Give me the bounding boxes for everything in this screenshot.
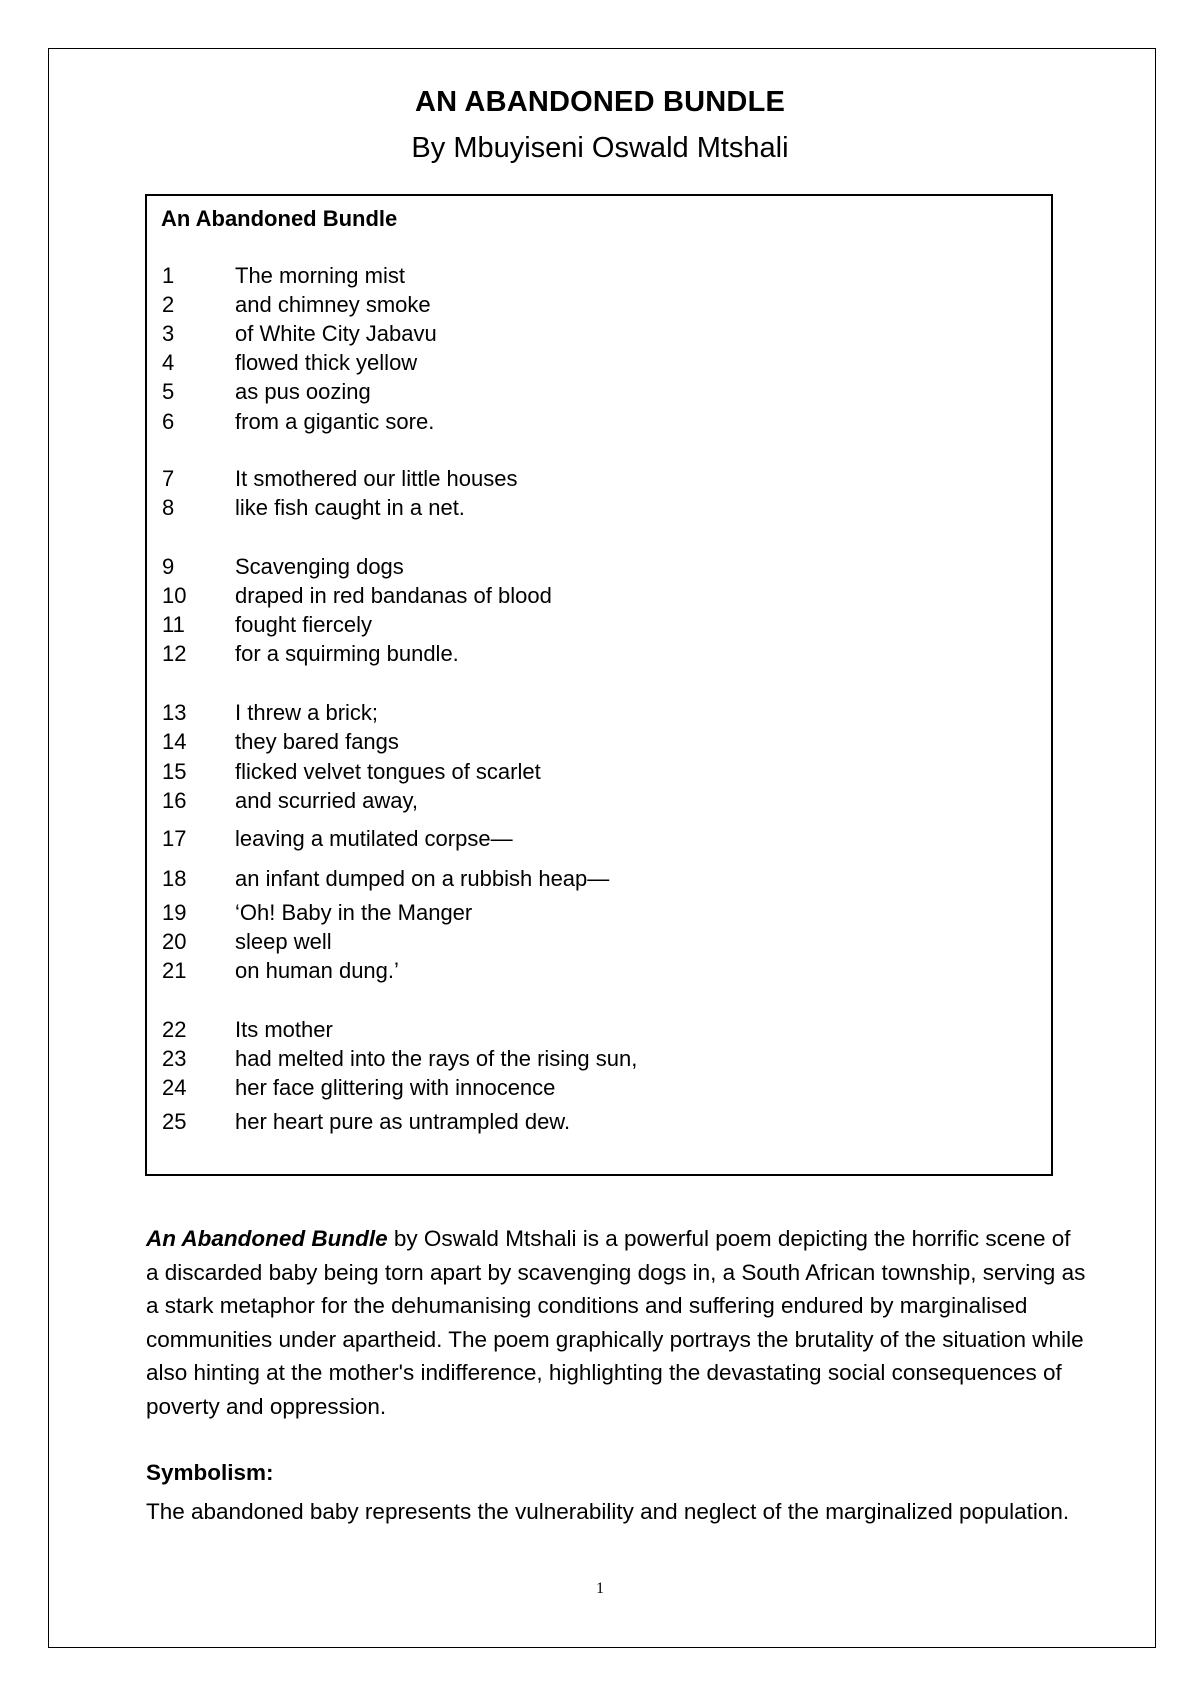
poem-line <box>147 758 1051 786</box>
line-text: ‘Oh! Baby in the Manger <box>235 900 473 925</box>
poem-summary <box>146 1222 1086 1423</box>
poem-line <box>147 1016 1051 1044</box>
line-number: 15 <box>162 759 187 784</box>
line-number: 4 <box>162 350 175 375</box>
summary-poem-title: An Abandoned Bundle <box>146 1226 388 1251</box>
poem-line <box>147 291 1051 319</box>
line-number: 10 <box>162 583 187 608</box>
symbolism-text: The abandoned baby represents the vulnerability and neglect of the marginalized population. <box>146 1499 1070 1524</box>
line-text: and scurried away, <box>235 788 419 813</box>
line-text: flicked velvet tongues of scarlet <box>235 759 541 784</box>
poem-line <box>147 825 1051 853</box>
line-number: 13 <box>162 700 187 725</box>
line-number: 18 <box>162 866 187 891</box>
poem-line <box>147 865 1051 893</box>
line-number: 12 <box>162 641 187 666</box>
poem-line <box>147 728 1051 756</box>
poem-line <box>147 957 1051 985</box>
line-number: 20 <box>162 929 187 954</box>
line-text: draped in red bandanas of blood <box>235 583 552 608</box>
line-text: had melted into the rays of the rising sun, <box>235 1046 638 1071</box>
line-text: Scavenging dogs <box>235 554 404 579</box>
poem-line <box>147 320 1051 348</box>
poem-line <box>147 787 1051 815</box>
line-text: flowed thick yellow <box>235 350 418 375</box>
page-number: 1 <box>596 1580 604 1597</box>
summary-text: by Oswald Mtshali is a powerful poem depicting the horrific scene of a discarded baby being torn apart by scavenging dogs in, a South African township, serving as a stark metaphor for the dehumanising conditions and suffering endured by marginalised communities under apartheid. The poem graphically portrays the brutality of the situation while also hinting at the mother's indifference, highlighting the devastating social consequences of poverty and oppression. <box>146 1226 1086 1419</box>
document-author: By Mbuyiseni Oswald Mtshali <box>411 132 789 164</box>
poem-box <box>145 194 1053 1176</box>
line-text: sleep well <box>235 929 332 954</box>
poem-line <box>147 465 1051 493</box>
line-number: 25 <box>162 1109 187 1134</box>
poem-line <box>147 262 1051 290</box>
line-text: on human dung.’ <box>235 958 399 983</box>
line-text: It smothered our little houses <box>235 466 518 491</box>
line-number: 23 <box>162 1046 187 1071</box>
line-number: 16 <box>162 788 187 813</box>
line-number: 21 <box>162 958 187 983</box>
line-number: 22 <box>162 1017 187 1042</box>
poem-line <box>147 1045 1051 1073</box>
symbolism-heading: Symbolism: <box>146 1460 274 1485</box>
line-number: 24 <box>162 1075 187 1100</box>
poem-line <box>147 899 1051 927</box>
line-text: leaving a mutilated corpse— <box>235 826 513 851</box>
line-text: I threw a brick; <box>235 700 379 725</box>
line-number: 9 <box>162 554 175 579</box>
line-number: 14 <box>162 729 187 754</box>
poem-line <box>147 640 1051 668</box>
poem-line <box>147 378 1051 406</box>
line-number: 19 <box>162 900 187 925</box>
line-text: an infant dumped on a rubbish heap— <box>235 866 610 891</box>
poem-line <box>147 408 1051 436</box>
line-text: her heart pure as untrampled dew. <box>235 1109 571 1134</box>
line-text: fought fiercely <box>235 612 372 637</box>
line-text: her face glittering with innocence <box>235 1075 556 1100</box>
line-number: 17 <box>162 826 187 851</box>
poem-line <box>147 349 1051 377</box>
line-text: like fish caught in a net. <box>235 495 465 520</box>
poem-line <box>147 1108 1051 1136</box>
line-text: from a gigantic sore. <box>235 409 435 434</box>
line-text: and chimney smoke <box>235 292 431 317</box>
poem-line <box>147 582 1051 610</box>
line-text: they bared fangs <box>235 729 399 754</box>
poem-line <box>147 494 1051 522</box>
line-number: 11 <box>162 612 185 637</box>
line-number: 2 <box>162 292 175 317</box>
line-number: 1 <box>162 263 175 288</box>
line-text: Its mother <box>235 1017 333 1042</box>
line-number: 6 <box>162 409 175 434</box>
poem-line <box>147 611 1051 639</box>
poem-line <box>147 699 1051 727</box>
line-number: 8 <box>162 495 175 520</box>
line-number: 7 <box>162 466 175 491</box>
line-text: The morning mist <box>235 263 405 288</box>
poem-heading: An Abandoned Bundle <box>161 206 398 231</box>
poem-line <box>147 928 1051 956</box>
line-number: 5 <box>162 379 175 404</box>
poem-line <box>147 553 1051 581</box>
line-text: as pus oozing <box>235 379 371 404</box>
document-title: AN ABANDONED BUNDLE <box>414 86 786 118</box>
line-number: 3 <box>162 321 175 346</box>
line-text: for a squirming bundle. <box>235 641 459 666</box>
line-text: of White City Jabavu <box>235 321 437 346</box>
poem-line <box>147 1074 1051 1102</box>
